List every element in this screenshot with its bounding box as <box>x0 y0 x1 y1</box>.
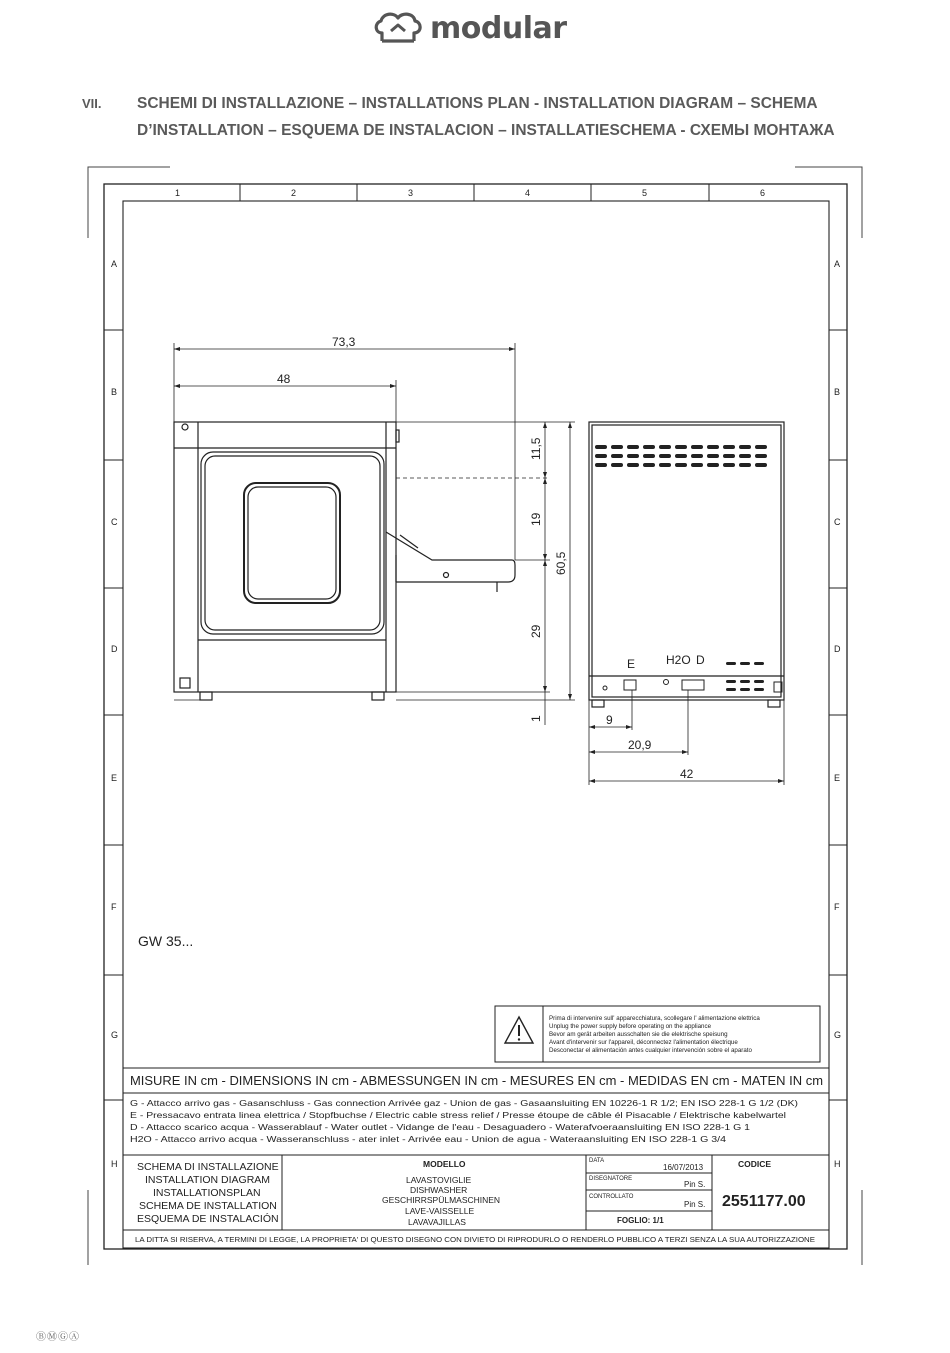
grid-row-c-left: C <box>111 517 118 527</box>
warning-line-2: Unplug the power supply before operating on the appliance <box>549 1023 712 1030</box>
warning-line-1: Prima di intervenire sull' apparecchiatura, scollegare l' alimentazione elettrica <box>549 1015 760 1022</box>
model-label: GW 35... <box>138 933 194 949</box>
grid-row-f-right: F <box>834 902 840 912</box>
grid-col-3: 3 <box>408 188 414 198</box>
modello-line-5: LAVAVAJILLAS <box>408 1217 466 1227</box>
grid-row-e-right: E <box>834 773 841 783</box>
controllato-value: Pin S. <box>684 1200 706 1209</box>
modello-line-3: GESCHIRRSPÜLMASCHINEN <box>382 1195 501 1205</box>
grid-row-a-right: A <box>834 259 841 269</box>
grid-row-dividers <box>104 330 847 1100</box>
dimension-arrows <box>174 347 572 700</box>
dim-overall-depth: 73,3 <box>332 335 356 349</box>
grid-row-b-left: B <box>111 387 118 397</box>
schema-line-1: SCHEMA DI INSTALLAZIONE <box>137 1161 279 1173</box>
data-label: DATA <box>589 1158 605 1164</box>
grid-row-b-right: B <box>834 387 841 397</box>
grid-col-6: 6 <box>760 188 766 198</box>
dim-h-total: 60,5 <box>554 551 568 575</box>
schema-line-3: INSTALLATIONSPLAN <box>153 1187 261 1199</box>
grid-row-h-left: H <box>111 1159 118 1169</box>
grid-col-4: 4 <box>525 188 531 198</box>
section-title-line1: SCHEMI DI INSTALLAZIONE – INSTALLATIONS PLAN - INSTALLATION DIAGRAM – SCHEMA <box>137 95 818 112</box>
legend-water-inlet: H2O - Attacco arrivo acqua - Wasseranschluss - ater inlet - Arrivée eau - Union de agua - Wateraansluiting EN ISO 228-1 G 3/4 <box>130 1134 727 1144</box>
controllato-label: CONTROLLATO <box>589 1194 634 1200</box>
disegnatore-value: Pin S. <box>684 1180 706 1189</box>
grid-row-d-left: D <box>111 644 118 654</box>
measures-note: MISURE IN cm - DIMENSIONS IN cm - ABMESSUNGEN IN cm - MESURES EN cm - MEDIDAS EN cm - MATEN IN cm <box>130 1074 823 1088</box>
dim-h-mid: 19 <box>529 512 543 526</box>
warning-line-5: Desconectar el alimentación antes cualquier intervención sobre el aparato <box>549 1047 752 1054</box>
warning-triangle-icon <box>505 1017 533 1043</box>
sheet-inner-frame <box>123 201 829 1248</box>
dim-conn-9: 9 <box>606 713 613 727</box>
schema-line-4: SCHEMA DE INSTALLATION <box>139 1200 277 1212</box>
foglio-value: FOGLIO: 1/1 <box>617 1216 664 1225</box>
grid-row-a-left: A <box>111 259 118 269</box>
section-title-line2: D’INSTALLATION – ESQUEMA DE INSTALACION – INSTALLATIESCHEMA - СХЕМЫ МОНТАЖА <box>137 122 835 139</box>
side-view <box>174 422 515 700</box>
grid-row-e-left: E <box>111 773 118 783</box>
grid-column-dividers <box>240 184 709 201</box>
side-view-dimension-lines <box>174 343 575 725</box>
section-number: VII. <box>82 96 102 111</box>
grid-row-h-right: H <box>834 1159 841 1169</box>
grid-row-d-right: D <box>834 644 841 654</box>
dim-h-feet: 1 <box>529 715 543 722</box>
brand-name: modular <box>430 10 567 46</box>
dim-h-top: 11,5 <box>529 437 543 460</box>
dim-width: 42 <box>680 767 694 781</box>
schema-line-5: ESQUEMA DE INSTALACIÓN <box>137 1213 279 1225</box>
legend-electric: E - Pressacavo entrata linea elettrica / Stopfbuchse / Electric cable stress relief / Presse étoupe de câble él Pisacable / Elektrische kabelwartel <box>130 1110 787 1120</box>
grid-row-g-left: G <box>111 1030 119 1040</box>
grid-row-c-right: C <box>834 517 841 527</box>
dim-h-low: 29 <box>529 624 543 638</box>
warning-line-3: Bevor am gerät arbeiten ausschalten sie die elektrische speisung <box>549 1031 728 1038</box>
warning-line-4: Avant d'intervenir sur l'appareil, déconnectez l'alimentation électrique <box>549 1039 738 1046</box>
legend-water-outlet: D - Attacco scarico acqua - Wasserablauf - Water outlet - Vidange de l'eau - Desaguadero - Waterafvoeraansluiting EN ISO 228-1 G 1 <box>130 1122 751 1132</box>
legend-gas: G - Attacco arrivo gas - Gasanschluss - Gas connection Arrivée gaz - Union de gas - Gasaansluiting EN 10226-1 R 1/2; EN ISO 228-1 G 1/2 (DK) <box>130 1098 799 1108</box>
grid-col-1: 1 <box>175 188 181 198</box>
footer-mark: ⒷⓂⒼⒶ <box>36 1332 80 1343</box>
dim-conn-20-9: 20,9 <box>628 738 652 752</box>
schema-line-2: INSTALLATION DIAGRAM <box>145 1174 271 1186</box>
grid-row-f-left: F <box>111 902 117 912</box>
codice-label: CODICE <box>738 1159 772 1169</box>
data-value: 16/07/2013 <box>663 1163 704 1172</box>
modello-line-1: LAVASTOVIGLIE <box>406 1175 472 1185</box>
dim-body-depth: 48 <box>277 372 291 386</box>
grid-col-5: 5 <box>642 188 648 198</box>
sheet-outer-frame <box>104 184 847 1249</box>
disclaimer: LA DITTA SI RISERVA, A TERMINI DI LEGGE, LA PROPRIETA' DI QUESTO DISEGNO CON DIVIETO DI RIPRODURLO O RENDERLO PUBBLICO A TERZI SENZA LA SUA AUTORIZZAZIONE <box>135 1237 816 1244</box>
grid-col-2: 2 <box>291 188 297 198</box>
disegnatore-label: DISEGNATORE <box>589 1176 633 1182</box>
modello-line-2: DISHWASHER <box>410 1185 468 1195</box>
label-d: D <box>696 653 705 667</box>
codice-value: 2551177.00 <box>722 1193 806 1210</box>
modello-label: MODELLO <box>423 1159 466 1169</box>
grid-row-g-right: G <box>834 1030 842 1040</box>
label-h2o: H2O <box>666 653 691 667</box>
modello-line-4: LAVE-VAISSELLE <box>405 1206 475 1216</box>
label-e: E <box>627 657 636 671</box>
